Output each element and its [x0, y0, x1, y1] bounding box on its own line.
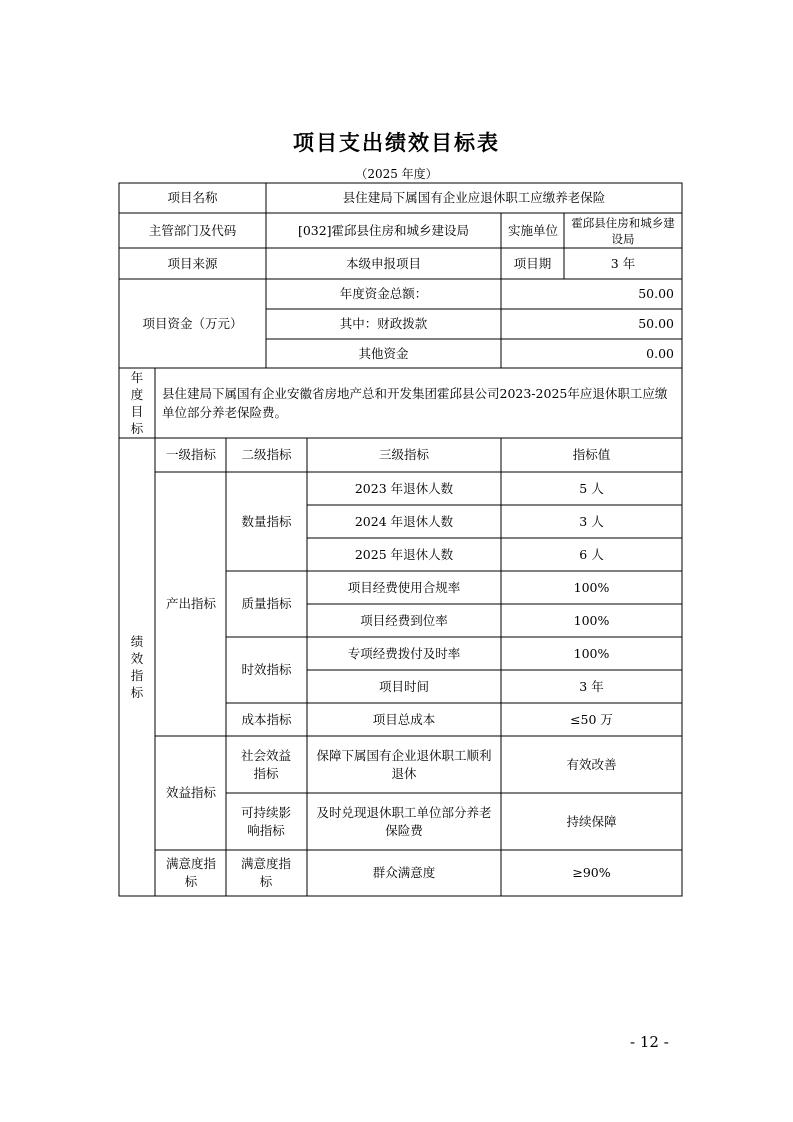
annual-goal-text: 县住建局下属国有企业安徽省房地产总和开发集团霍邱县公司2023-2025年应退休职工应缴单位部分养老保险费。 [162, 386, 668, 420]
indicator-name: 2024 年退休人数 [354, 513, 454, 529]
indicator-value: 100% [573, 579, 610, 595]
header-level3: 三级指标 [378, 447, 429, 462]
indicator-value: 100% [573, 612, 610, 628]
indicator-value: 3 人 [579, 513, 604, 529]
indicator-name: 项目经费使用合规率 [347, 579, 461, 595]
quality-indicator-label: 质量指标 [241, 596, 292, 611]
header-level1: 一级指标 [166, 447, 217, 462]
indicator-name: 及时兑现退休职工单位部分养老保险费 [316, 804, 492, 838]
indicator-value: 持续保障 [566, 813, 617, 829]
page-title: 项目支出绩效目标表 [293, 131, 500, 155]
satisfaction-l1-label: 满意度指标 [166, 856, 217, 889]
timeliness-indicator-label: 时效指标 [241, 662, 292, 677]
indicator-value: 3 年 [579, 678, 604, 694]
annual-goal-label: 年度目标 [130, 370, 144, 436]
period-value: 3 年 [610, 255, 636, 271]
source-label: 项目来源 [167, 255, 218, 271]
indicator-value: 6 人 [579, 546, 604, 562]
dept-value: [032]霍邱县住房和城乡建设局 [297, 222, 470, 238]
quantity-indicator-label: 数量指标 [241, 513, 292, 529]
page-subtitle: （2025 年度） [355, 167, 438, 181]
fund-other-value: 0.00 [646, 345, 674, 361]
impl-value: 霍邱县住房和城乡建设局 [571, 215, 675, 246]
indicators-section-label: 绩效指标 [130, 634, 144, 700]
indicator-name: 2023 年退休人数 [354, 480, 454, 496]
fund-fiscal-value: 50.00 [638, 316, 674, 331]
indicator-value: 有效改善 [566, 756, 617, 772]
fund-other-label: 其他资金 [358, 345, 409, 361]
project-name-value: 县住建局下属国有企业应退休职工应缴养老保险 [342, 190, 606, 205]
fund-label: 项目资金（万元） [142, 315, 243, 331]
page-number: - 12 - [630, 1033, 669, 1051]
header-level2: 二级指标 [241, 447, 292, 462]
indicator-value: ≥90% [572, 865, 611, 880]
sustain-indicator-label: 可持续影响指标 [240, 804, 291, 838]
fund-fiscal-label: 其中：财政拨款 [339, 316, 428, 331]
indicator-value: ≤50 万 [570, 711, 613, 727]
indicator-name: 项目经费到位率 [360, 612, 448, 628]
social-indicator-label: 社会效益指标 [240, 747, 291, 781]
indicator-value: 100% [573, 645, 610, 661]
fund-total-label: 年度资金总额： [339, 286, 428, 301]
cost-indicator-label: 成本指标 [241, 711, 292, 727]
indicator-name: 项目总成本 [372, 711, 436, 727]
header-value: 指标值 [572, 447, 611, 462]
period-label: 项目期 [513, 255, 552, 271]
dept-label: 主管部门及代码 [148, 222, 237, 238]
indicator-value: 5 人 [579, 480, 604, 496]
indicator-name: 2025 年退休人数 [354, 546, 454, 562]
benefit-indicator-label: 效益指标 [166, 785, 217, 800]
indicator-name: 项目时间 [378, 678, 429, 694]
indicator-name: 群众满意度 [372, 865, 436, 880]
source-value: 本级申报项目 [345, 255, 421, 271]
indicator-name: 保障下属国有企业退休职工顺利退休 [316, 747, 492, 781]
output-indicator-label: 产出指标 [166, 596, 217, 611]
impl-label: 实施单位 [507, 222, 558, 238]
indicator-name: 专项经费拨付及时率 [347, 645, 461, 661]
satisfaction-l2-label: 满意度指标 [240, 856, 291, 889]
project-name-label: 项目名称 [167, 190, 218, 205]
fund-total-value: 50.00 [638, 286, 674, 301]
